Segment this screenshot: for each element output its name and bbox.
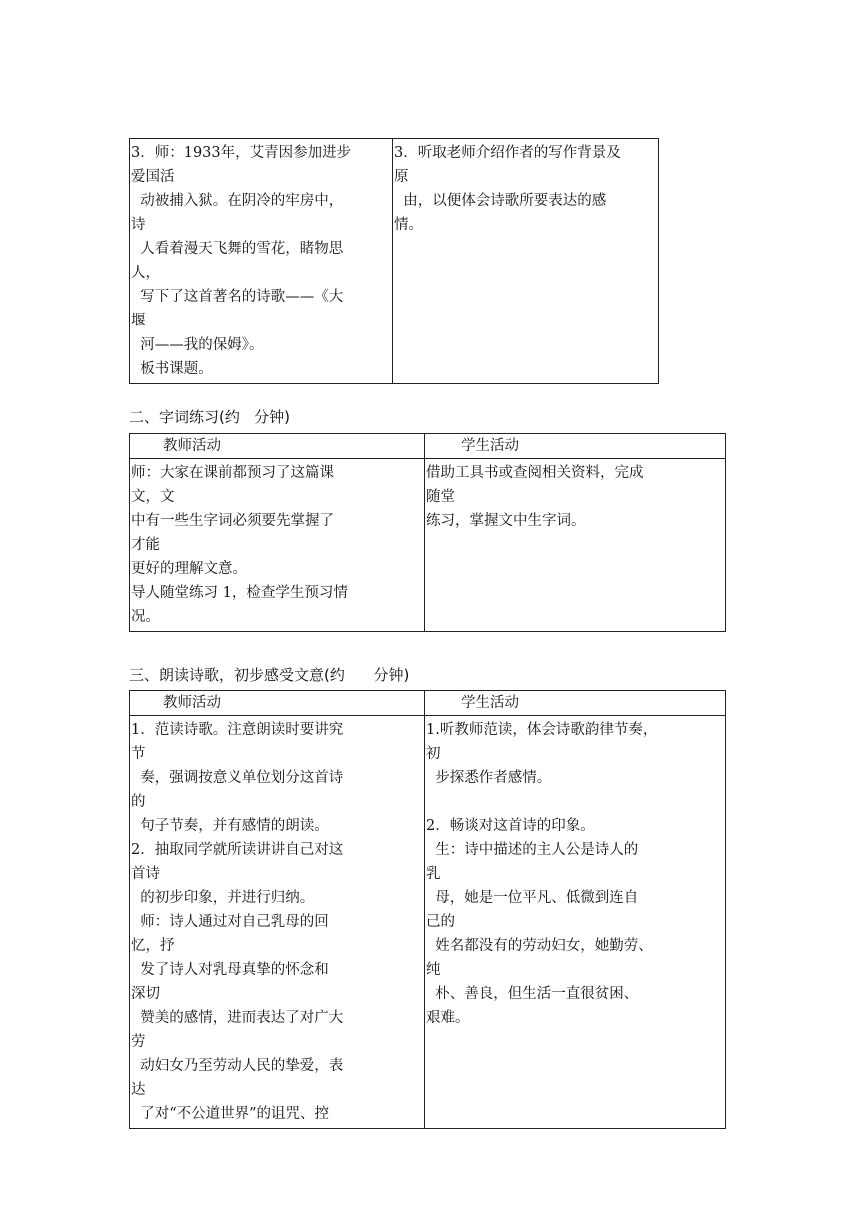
teacher-activity-cell	[130, 459, 425, 632]
text-line: 人看着漫天飞舞的雪花，睹物思	[131, 241, 344, 257]
section-heading-vocabulary: 二、字词练习(约 分钟)	[129, 408, 291, 426]
text-line: 艰难。	[426, 1010, 470, 1026]
text-line: 2．畅谈对这首诗的印象。	[426, 818, 595, 834]
student-activity-header: 学生活动	[425, 434, 726, 459]
text-line: 发了诗人对乳母真挚的怀念和	[131, 962, 329, 978]
text-line: 的	[131, 794, 146, 810]
text-line: 纯	[426, 962, 441, 978]
text-line: 母，她是一位平凡、低微到连自	[426, 890, 639, 906]
text-line: 奏，强调按意义单位划分这首诗	[131, 770, 344, 786]
table-row	[130, 139, 659, 384]
text-line: 3．师：1933年，艾青因参加进步	[131, 145, 352, 161]
teacher-activity-cell	[130, 716, 425, 1129]
text-line: 更好的理解文意。	[131, 561, 247, 577]
text-line: 劳	[131, 1034, 146, 1050]
text-line: 河——我的保姆》。	[131, 337, 264, 353]
text-line: 3．听取老师介绍作者的写作背景及	[394, 145, 621, 161]
student-activity-cell	[425, 716, 726, 1129]
text-line: 1．范读诗歌。注意朗读时要讲究	[131, 722, 344, 738]
text-line: 忆，抒	[131, 938, 175, 954]
text-line: 才能	[131, 537, 160, 553]
text-line: 爱国活	[131, 169, 175, 185]
text-line: 师：诗人通过对自己乳母的回	[131, 914, 329, 930]
table-row	[130, 459, 726, 632]
text-line: 诗	[131, 217, 146, 233]
activity-table-intro	[129, 138, 659, 384]
text-line: 板书课题。	[131, 361, 213, 377]
text-line: 2．抽取同学就所读讲讲自己对这	[131, 842, 344, 858]
teacher-activity-header: 教师活动	[130, 434, 425, 459]
text-line: 深切	[131, 986, 160, 1002]
table-header-row	[130, 691, 726, 716]
text-line: 己的	[426, 914, 455, 930]
text-line: 导人随堂练习 1，检查学生预习情	[131, 585, 348, 601]
text-line: 赞美的感情，进而表达了对广大	[131, 1010, 344, 1026]
text-line: 姓名都没有的劳动妇女，她勤劳、	[426, 938, 653, 954]
text-line: 朴、善良，但生活一直很贫困、	[426, 986, 639, 1002]
text-line: 借助工具书或查阅相关资料，完成	[426, 465, 644, 481]
student-activity-cell	[425, 459, 726, 632]
text-line: 由，以便体会诗歌所要表达的感	[394, 193, 607, 209]
text-line: 原	[394, 169, 409, 185]
text-line	[426, 790, 725, 814]
text-line: 情。	[394, 217, 423, 233]
text-line: 练习，掌握文中生字词。	[426, 513, 586, 529]
teacher-activity-cell	[130, 139, 393, 384]
text-line: 首诗	[131, 866, 160, 882]
text-line: 况。	[131, 609, 160, 625]
teacher-activity-header: 教师活动	[130, 691, 425, 716]
text-line: 师：大家在课前都预习了这篇课	[131, 465, 334, 481]
text-line: 动被捕入狱。在阴冷的牢房中，	[131, 193, 344, 209]
table-row	[130, 716, 726, 1129]
text-line: 步探悉作者感情。	[426, 770, 552, 786]
text-line: 达	[131, 1082, 146, 1098]
activity-table-reading	[129, 690, 726, 1129]
text-line: 初	[426, 746, 441, 762]
text-line: 人，	[131, 265, 160, 281]
text-line: 乳	[426, 866, 441, 882]
text-line: 动妇女乃至劳动人民的挚爱，表	[131, 1058, 344, 1074]
text-line: 生：诗中描述的主人公是诗人的	[426, 842, 639, 858]
text-line: 文，文	[131, 489, 175, 505]
text-line: 中有一些生字词必须要先掌握了	[131, 513, 334, 529]
text-line: 的初步印象，并进行归纳。	[131, 890, 315, 906]
student-activity-cell	[393, 139, 659, 384]
section-heading-reading: 三、朗读诗歌，初步感受文意(约 分钟)	[129, 666, 410, 684]
text-line: 堰	[131, 313, 146, 329]
text-line: 句子节奏，并有感情的朗读。	[131, 818, 329, 834]
text-line: 了对“不公道世界”的诅咒、控	[131, 1106, 330, 1122]
text-line: 随堂	[426, 489, 455, 505]
activity-table-vocabulary	[129, 433, 726, 632]
text-line: 写下了这首著名的诗歌——《大	[131, 289, 344, 305]
table-header-row	[130, 434, 726, 459]
student-activity-header: 学生活动	[425, 691, 726, 716]
text-line: 节	[131, 746, 146, 762]
text-line: 1.听教师范读，体会诗歌韵律节奏，	[426, 722, 658, 738]
